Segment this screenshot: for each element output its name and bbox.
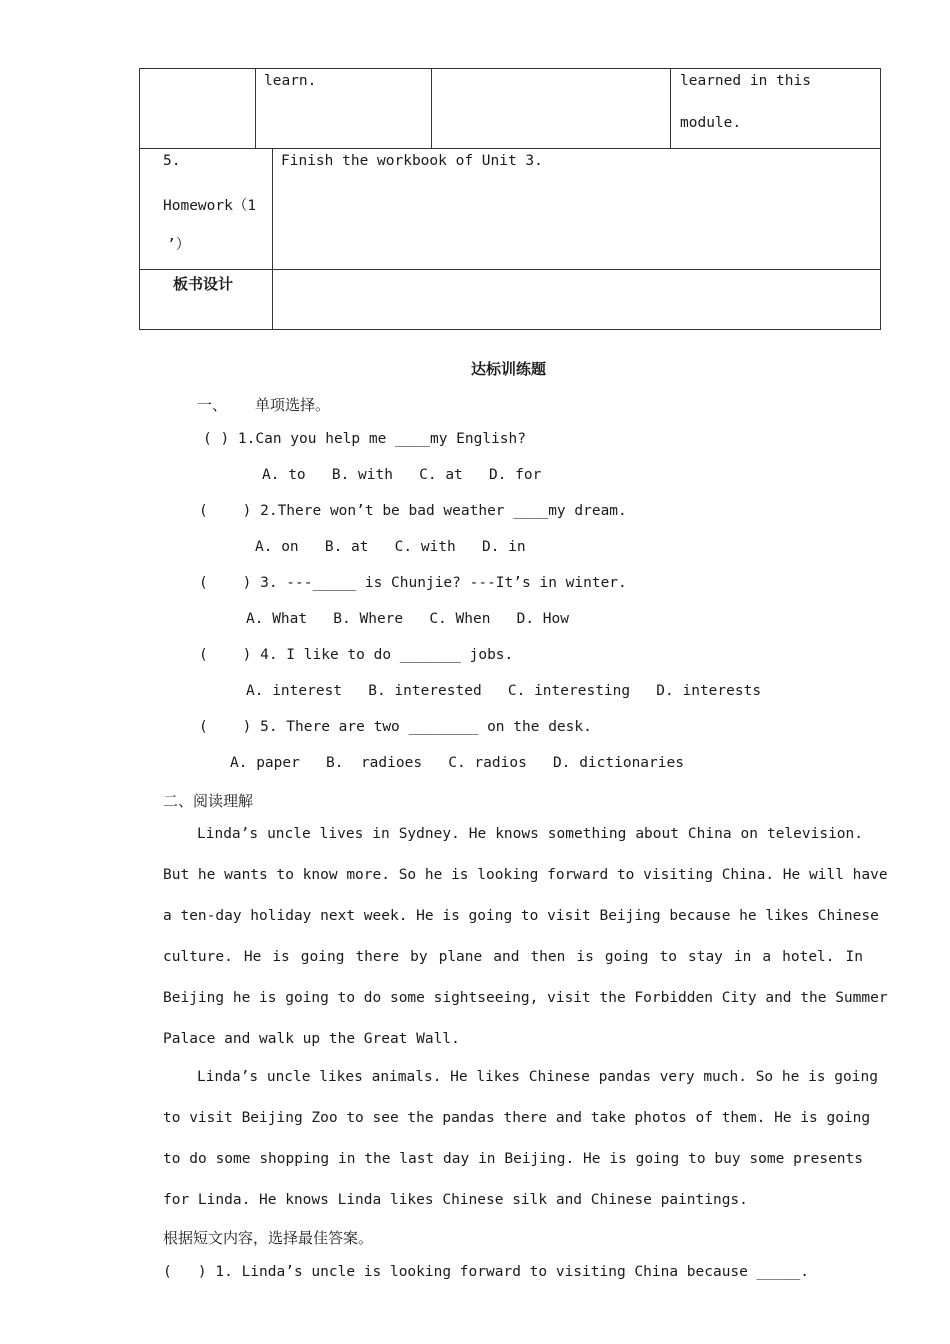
table-col-divider: [272, 148, 273, 330]
paragraph-line: But he wants to know more. So he is looking forward to visiting China. He will have: [163, 867, 888, 883]
table-col-divider: [670, 68, 671, 148]
reading-instruction: 根据短文内容，选择最佳答案。: [163, 1229, 374, 1247]
question-options: A. to B. with C. at D. for: [262, 467, 542, 483]
paragraph-line: to visit Beijing Zoo to see the pandas there and take photos of them. He is going: [163, 1110, 871, 1126]
paragraph-line: a ten-day holiday next week. He is going to visit Beijing because he likes Chinese: [163, 908, 879, 924]
table-col-divider: [431, 68, 432, 148]
paragraph-line: Linda’s uncle likes animals. He likes Chinese pandas very much. So he is going: [197, 1069, 878, 1085]
question-stem: ( ) 1. Linda’s uncle is looking forward to visiting China because _____.: [163, 1264, 810, 1280]
question-stem: ( ) 3. ---_____ is Chunjie? ---It’s in winter.: [199, 575, 627, 591]
table-row-label: ’）: [167, 237, 191, 253]
table-row-label: Homework（1: [163, 198, 257, 214]
section-title: 二、阅读理解: [163, 792, 254, 810]
table-col-divider: [255, 68, 256, 148]
section-title: 单项选择。: [255, 396, 331, 414]
table-border-left: [139, 68, 140, 330]
question-options: A. on B. at C. with D. in: [255, 539, 526, 555]
question-stem: ( ) 5. There are two ________ on the desk.: [199, 719, 592, 735]
question-stem: ( ) 1.Can you help me ____my English?: [203, 431, 527, 447]
table-row-divider: [139, 148, 881, 149]
exercise-title: 达标训练题: [471, 360, 547, 378]
table-border-bottom: [139, 329, 881, 330]
question-stem: ( ) 2.There won’t be bad weather ____my dream.: [199, 503, 627, 519]
table-cell-text: learned in this: [680, 73, 811, 89]
table-cell-text: module.: [680, 115, 742, 131]
table-row-divider: [139, 269, 881, 270]
table-border-top: [139, 68, 881, 69]
paragraph-line: Palace and walk up the Great Wall.: [163, 1031, 460, 1047]
section-number: 一、: [197, 396, 228, 414]
paragraph-line: Beijing he is going to do some sightseeing, visit the Forbidden City and the Summer: [163, 990, 888, 1006]
paragraph-line: to do some shopping in the last day in Beijing. He is going to buy some presents: [163, 1151, 863, 1167]
table-cell-text: learn.: [264, 73, 317, 89]
question-options: A. interest B. interested C. interesting D. interests: [246, 683, 762, 699]
reading-paragraph: [163, 1057, 878, 1221]
question-stem: ( ) 4. I like to do _______ jobs.: [199, 647, 514, 663]
paragraph-line: culture. He is going there by plane and then is going to stay in a hotel. In: [163, 949, 863, 965]
reading-paragraph: [163, 814, 888, 1060]
paragraph-line: Linda’s uncle lives in Sydney. He knows something about China on television.: [197, 826, 863, 842]
table-row-label: 板书设计: [173, 275, 234, 293]
table-border-right: [880, 68, 881, 330]
table-row-label: 5.: [163, 153, 181, 169]
question-options: A. paper B. radioes C. radios D. dictionaries: [230, 755, 684, 771]
table-cell-text: Finish the workbook of Unit 3.: [281, 153, 543, 169]
question-options: A. What B. Where C. When D. How: [246, 611, 570, 627]
paragraph-line: for Linda. He knows Linda likes Chinese silk and Chinese paintings.: [163, 1192, 748, 1208]
